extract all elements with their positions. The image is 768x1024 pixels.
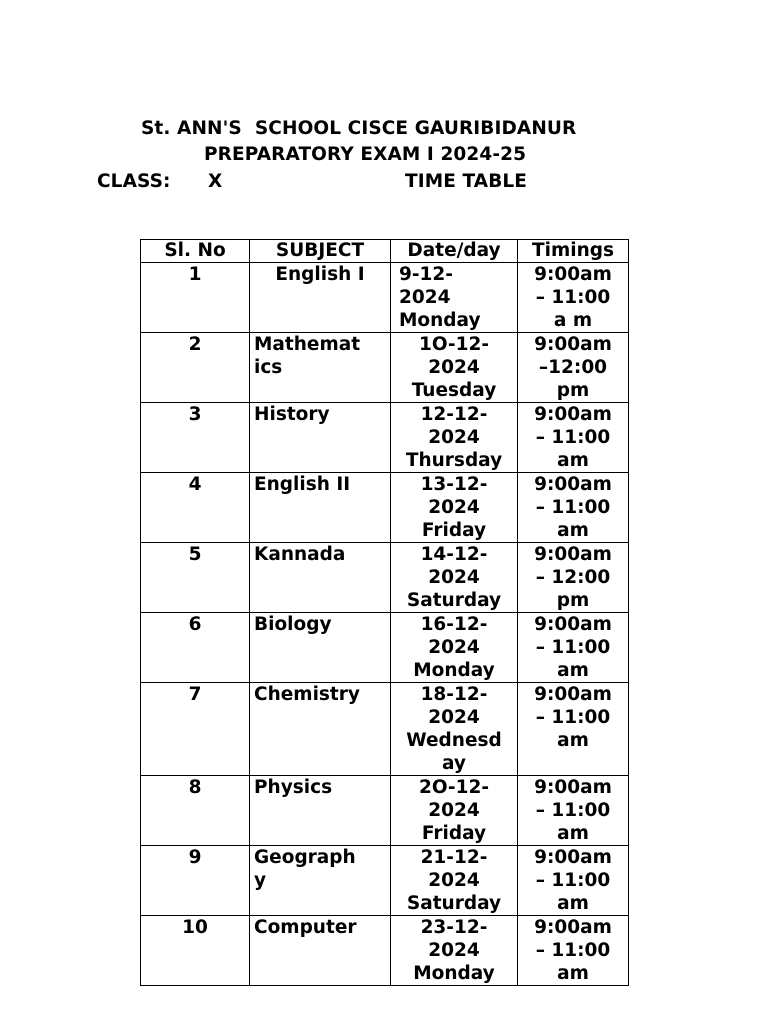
cell-subject-line: English I	[275, 264, 365, 285]
cell-timings-line: am	[557, 450, 589, 471]
cell-timings-line: – 11:00	[535, 427, 611, 448]
table-row	[141, 613, 629, 683]
cell-timings-line: – 11:00	[535, 800, 611, 821]
cell-date-day-line: 2024	[428, 637, 480, 658]
cell-date-day-line: 2024	[428, 357, 480, 378]
cell-timings-line: 9:00am	[534, 777, 612, 798]
cell-sl-no: 3	[141, 403, 250, 473]
cell-date-day-line: Friday	[421, 823, 487, 844]
exam-timetable	[140, 239, 629, 986]
class-label: CLASS:	[97, 171, 171, 192]
cell-subject	[250, 916, 391, 986]
cell-subject-line: Computer	[254, 917, 357, 938]
cell-subject	[250, 543, 391, 613]
school-name: St. ANN'S SCHOOL CISCE GAURIBIDANUR	[141, 118, 577, 139]
table-body	[141, 263, 629, 986]
table-row	[141, 776, 629, 846]
table-row	[141, 473, 629, 543]
cell-date-day-line: 13-12-	[420, 474, 488, 495]
table-row	[141, 916, 629, 986]
cell-date-day-line: Tuesday	[411, 380, 497, 401]
column-header-date-day: Date/day	[391, 240, 518, 263]
cell-subject-line: Biology	[254, 614, 332, 635]
cell-date-day-line: Monday	[413, 963, 495, 984]
cell-sl-no: 5	[141, 543, 250, 613]
cell-sl-no: 8	[141, 776, 250, 846]
cell-timings-line: 9:00am	[534, 334, 612, 355]
cell-timings-line: am	[557, 963, 589, 984]
cell-date-day-line: 9-12-	[399, 264, 453, 285]
cell-timings	[518, 776, 629, 846]
cell-date-day	[391, 333, 518, 403]
cell-subject-line: Mathemat	[254, 334, 361, 355]
cell-subject-line: Chemistry	[254, 684, 360, 705]
cell-date-day	[391, 846, 518, 916]
cell-date-day-line: 2024	[428, 497, 480, 518]
cell-sl-no: 6	[141, 613, 250, 683]
cell-timings	[518, 543, 629, 613]
cell-date-day-line: 18-12-	[420, 684, 488, 705]
cell-timings-line: – 11:00	[535, 940, 611, 961]
cell-timings-line: am	[557, 520, 589, 541]
cell-date-day-line: 23-12-	[420, 917, 488, 938]
cell-date-day-line: 1O-12-	[418, 334, 490, 355]
cell-subject-line: History	[254, 404, 330, 425]
column-header-sl-no: Sl. No	[141, 240, 250, 263]
cell-timings-line: am	[557, 823, 589, 844]
timetable-title: TIME TABLE	[405, 171, 528, 192]
cell-timings-line: – 11:00	[535, 637, 611, 658]
cell-date-day-line: 12-12-	[420, 404, 488, 425]
cell-date-day-line: 2024	[428, 567, 480, 588]
cell-subject	[250, 846, 391, 916]
table-row	[141, 543, 629, 613]
cell-timings-line: pm	[556, 590, 590, 611]
cell-timings-line: 9:00am	[534, 264, 612, 285]
cell-date-day-line: 2024	[399, 287, 451, 308]
cell-subject	[250, 683, 391, 776]
cell-date-day-line: Saturday	[406, 590, 502, 611]
cell-timings	[518, 916, 629, 986]
cell-subject-line: English II	[254, 474, 351, 495]
cell-sl-no: 7	[141, 683, 250, 776]
cell-date-day-line: 2O-12-	[418, 777, 490, 798]
cell-date-day-line: 2024	[428, 427, 480, 448]
cell-timings-line: 9:00am	[534, 404, 612, 425]
cell-date-day-line: ay	[442, 753, 466, 774]
cell-timings	[518, 263, 629, 333]
cell-timings-line: 9:00am	[534, 544, 612, 565]
table-row	[141, 333, 629, 403]
cell-timings-line: – 11:00	[535, 497, 611, 518]
table-header-row	[141, 240, 629, 263]
cell-date-day	[391, 776, 518, 846]
cell-timings-line: 9:00am	[534, 684, 612, 705]
cell-timings-line: –12:00	[538, 357, 608, 378]
cell-subject-line: ics	[254, 357, 283, 378]
cell-timings-line: – 11:00	[535, 287, 611, 308]
table-row	[141, 403, 629, 473]
cell-timings	[518, 683, 629, 776]
cell-date-day-line: Thursday	[405, 450, 503, 471]
cell-sl-no: 1	[141, 263, 250, 333]
cell-timings-line: am	[557, 893, 589, 914]
exam-title: PREPARATORY EXAM I 2024-25	[204, 144, 527, 165]
cell-timings	[518, 333, 629, 403]
cell-subject-line: Physics	[254, 777, 333, 798]
cell-timings-line: am	[557, 730, 589, 751]
cell-subject	[250, 473, 391, 543]
cell-subject	[250, 613, 391, 683]
cell-subject-line: y	[254, 870, 267, 891]
cell-subject	[250, 263, 391, 333]
cell-subject	[250, 776, 391, 846]
cell-date-day	[391, 916, 518, 986]
cell-subject	[250, 333, 391, 403]
cell-date-day-line: Monday	[413, 660, 495, 681]
cell-timings	[518, 846, 629, 916]
cell-date-day	[391, 543, 518, 613]
cell-timings-line: a m	[553, 310, 593, 331]
column-header-timings: Timings	[518, 240, 629, 263]
table-row	[141, 683, 629, 776]
cell-subject-line: Geograph	[254, 847, 356, 868]
cell-sl-no: 10	[141, 916, 250, 986]
cell-timings-line: – 11:00	[535, 707, 611, 728]
cell-date-day	[391, 263, 518, 333]
cell-date-day-line: 14-12-	[420, 544, 488, 565]
cell-subject-line: Kannada	[254, 544, 346, 565]
cell-timings-line: am	[557, 660, 589, 681]
table-row	[141, 263, 629, 333]
cell-timings	[518, 473, 629, 543]
cell-timings-line: 9:00am	[534, 847, 612, 868]
table-row	[141, 846, 629, 916]
cell-timings-line: 9:00am	[534, 917, 612, 938]
cell-date-day-line: Friday	[421, 520, 487, 541]
cell-subject	[250, 403, 391, 473]
column-header-subject: SUBJECT	[250, 240, 391, 263]
cell-sl-no: 2	[141, 333, 250, 403]
cell-timings-line: – 12:00	[535, 567, 611, 588]
class-value: X	[208, 171, 223, 192]
cell-date-day	[391, 613, 518, 683]
cell-date-day-line: Monday	[399, 310, 481, 331]
cell-date-day-line: 2024	[428, 800, 480, 821]
cell-timings	[518, 613, 629, 683]
cell-date-day-line: 2024	[428, 940, 480, 961]
cell-timings-line: pm	[556, 380, 590, 401]
cell-timings-line: – 11:00	[535, 870, 611, 891]
cell-timings-line: 9:00am	[534, 614, 612, 635]
cell-date-day-line: 21-12-	[420, 847, 488, 868]
cell-sl-no: 4	[141, 473, 250, 543]
cell-date-day-line: 2024	[428, 870, 480, 891]
cell-date-day-line: Saturday	[406, 893, 502, 914]
cell-date-day	[391, 683, 518, 776]
cell-date-day	[391, 473, 518, 543]
cell-date-day	[391, 403, 518, 473]
cell-date-day-line: 16-12-	[420, 614, 488, 635]
cell-timings-line: 9:00am	[534, 474, 612, 495]
cell-date-day-line: Wednesd	[406, 730, 502, 751]
cell-date-day-line: 2024	[428, 707, 480, 728]
cell-timings	[518, 403, 629, 473]
cell-sl-no: 9	[141, 846, 250, 916]
